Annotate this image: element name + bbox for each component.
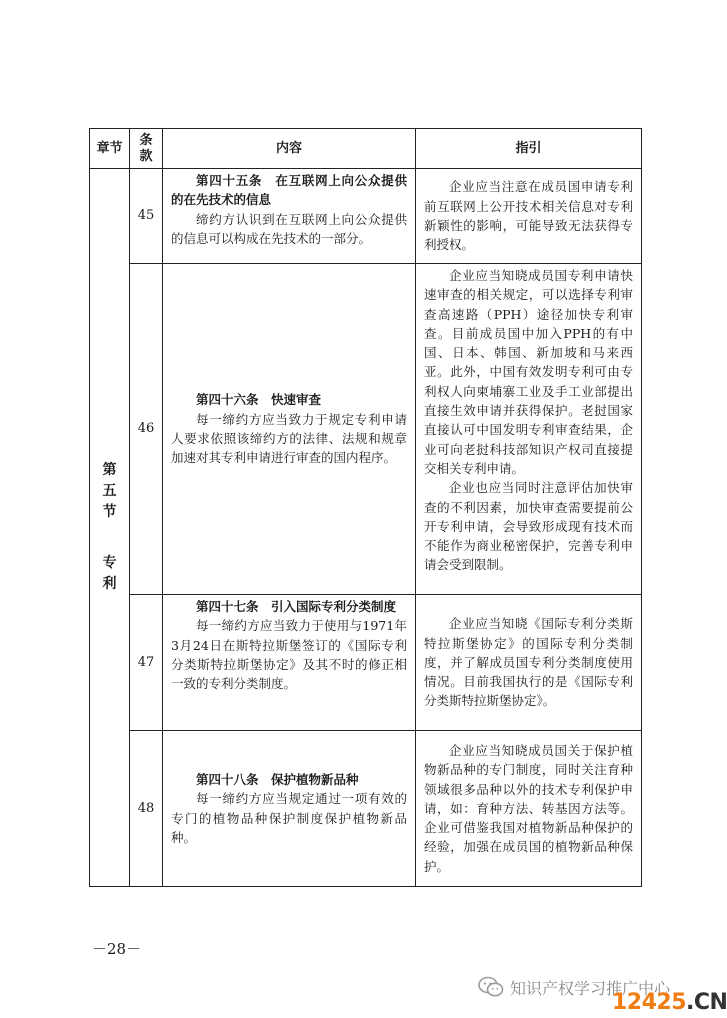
site-logo-number: 12425 bbox=[612, 990, 687, 1015]
table-row bbox=[90, 595, 642, 731]
guide-paragraph: 企业应当知晓成员国专利申请快速审查的相关规定，可以选择专利审查高速路（PPH）途径加快专利审查。目前成员国中加入PPH的有中国、日本、韩国、新加坡和马来西亚。此外，中国有效发明专利可由专利权人向柬埔寨工业及手工业部提出直接生效申请并获得保护。老挝国家直接认可中国发明专利审查结果，企业可向老挝科技部知识产权司直接提交相关专利申请。 bbox=[424, 268, 633, 476]
guide-paragraph: 企业也应当同时注意评估加快审查的不利因素，加快审查需要提前公开专利申请，会导致形成现有技术而不能作为商业秘密保护，完善专利申请会受到限制。 bbox=[424, 480, 633, 573]
article-content bbox=[163, 731, 416, 887]
article-title: 第四十五条 在互联网上向公众提供的在先技术的信息 bbox=[171, 173, 407, 208]
guide-text bbox=[416, 169, 642, 264]
header-content: 内容 bbox=[163, 129, 416, 169]
article-body: 每一缔约方应当致力于规定专利申请人要求依照该缔约方的法律、法规和规章加速对其专利申请进行审查的国内程序。 bbox=[171, 411, 407, 466]
site-logo bbox=[612, 990, 727, 1016]
guide-text bbox=[416, 595, 642, 731]
article-title: 第四十八条 保护植物新品种 bbox=[196, 771, 359, 787]
watermark-text: 知识产权学习推广中心 bbox=[510, 978, 671, 998]
chapter-name: 专利 bbox=[102, 555, 117, 592]
header-article: 条款 bbox=[130, 129, 163, 169]
article-body: 每一缔约方应当致力于使用与1971年3月24日在斯特拉斯堡签订的《国际专利分类斯特拉斯堡协定》及其不时的修正相一致的专利分类制度。 bbox=[171, 618, 407, 692]
guide-text bbox=[416, 731, 642, 887]
article-number: 47 bbox=[130, 595, 163, 731]
table-row bbox=[90, 264, 642, 595]
chapter-number: 第五节 bbox=[102, 462, 117, 520]
site-logo-domain: .CN bbox=[686, 990, 727, 1015]
header-guide: 指引 bbox=[416, 129, 642, 169]
page-number: －28－ bbox=[92, 940, 142, 958]
wechat-icon bbox=[478, 976, 504, 998]
guide-paragraph: 企业应当注意在成员国申请专利前互联网上公开技术相关信息对专利新颖性的影响，可能导致无法获得专利授权。 bbox=[424, 179, 633, 253]
article-content bbox=[163, 264, 416, 595]
article-title: 第四十七条 引入国际专利分类制度 bbox=[196, 599, 397, 614]
guide-paragraph: 企业应当知晓《国际专利分类斯特拉斯堡协定》的国际专利分类制度，并了解成员国专利分类制度使用情况。目前我国执行的是《国际专利分类斯特拉斯堡协定》。 bbox=[424, 616, 633, 709]
guide-paragraph: 企业应当知晓成员国关于保护植物新品种的专门制度，同时关注育种领域很多品种以外的技术专利保护申请，如：育种方法、转基因方法等。企业可借鉴我国对植物新品种保护的经验，加强在成员国的植物新品种保护。 bbox=[424, 742, 633, 874]
article-number: 48 bbox=[130, 731, 163, 887]
table-row bbox=[90, 731, 642, 887]
article-body: 缔约方认识到在互联网上向公众提供的信息可以构成在先技术的一部分。 bbox=[171, 211, 407, 246]
article-content bbox=[163, 595, 416, 731]
article-number: 45 bbox=[130, 169, 163, 264]
patent-guide-table bbox=[89, 128, 642, 887]
guide-text bbox=[416, 264, 642, 595]
article-title: 第四十六条 快速审查 bbox=[196, 392, 322, 408]
header-chapter: 章节 bbox=[90, 129, 130, 169]
article-number: 46 bbox=[130, 264, 163, 595]
chapter-label bbox=[90, 169, 130, 887]
article-content bbox=[163, 169, 416, 264]
article-body: 每一缔约方应当规定通过一项有效的专门的植物品种保护制度保护植物新品种。 bbox=[171, 791, 407, 845]
table-header-row bbox=[90, 129, 642, 169]
table-row bbox=[90, 169, 642, 264]
